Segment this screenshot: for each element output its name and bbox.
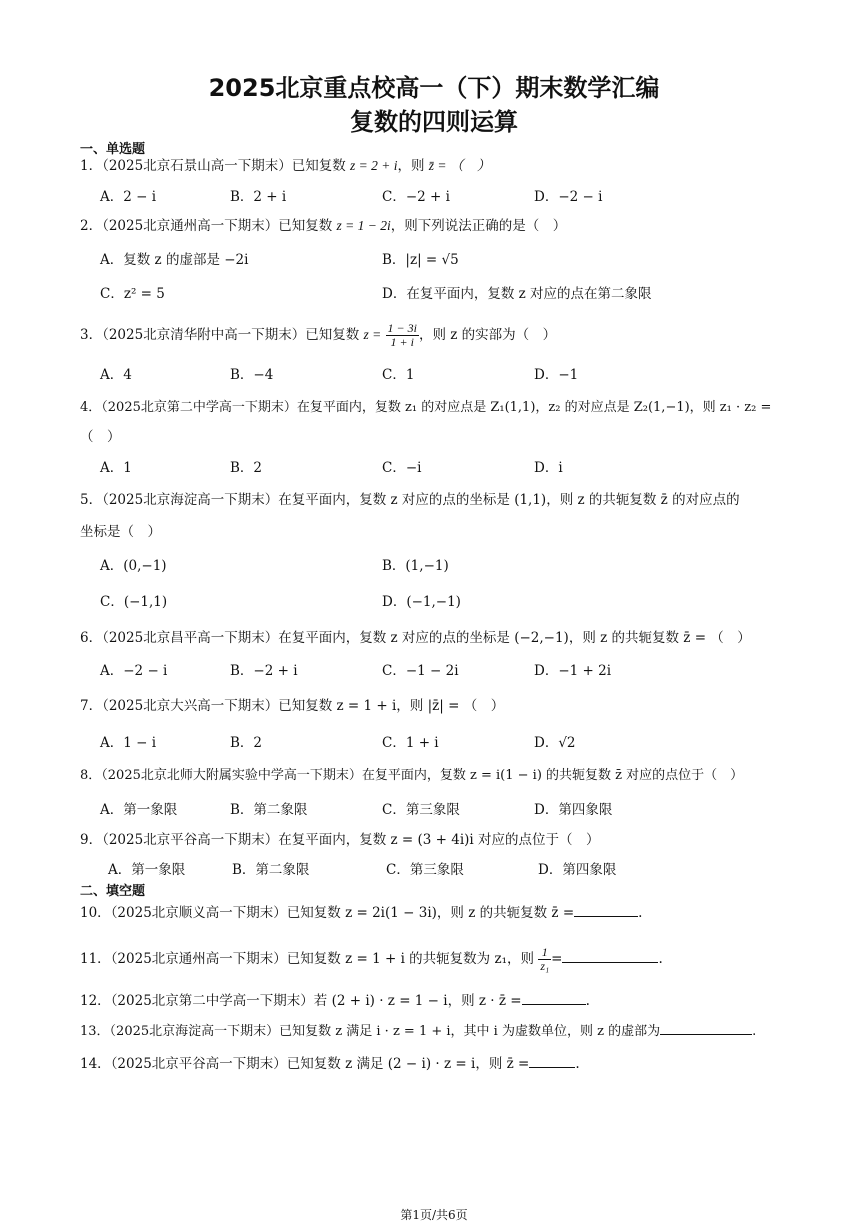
question-ask: z̄ = （ ）: [428, 158, 491, 173]
question-12: [80, 990, 590, 1011]
answer-blank: [574, 902, 638, 917]
period: .: [658, 951, 663, 967]
question-14: [80, 1053, 580, 1074]
q9-option-a: A．第一象限: [108, 862, 186, 878]
answer-blank: [562, 948, 658, 963]
q7-option-a: A．1 − i: [100, 735, 157, 751]
q5-option-b: B．(1,−1): [382, 558, 449, 574]
q7-option-d: D．√2: [534, 735, 576, 751]
q3-option-d: D．−1: [534, 367, 579, 383]
q2-option-b: B．|z| = √5: [382, 252, 459, 268]
question-stem: 在复平面内，复数 z = i(1 − i) 的共轭复数 z̄ 对应的点位于（ ）: [361, 768, 744, 783]
question-stem: 已知复数: [305, 327, 360, 343]
fraction: [538, 946, 551, 973]
q9-option-c: C．第三象限: [386, 862, 464, 878]
q2-option-c: C．z² = 5: [100, 286, 165, 302]
q6-option-d: D．−1 + 2i: [534, 663, 612, 679]
question-stem: 已知复数 z 满足 (2 − i) · z = i，则 z̄ =: [286, 1056, 530, 1072]
fraction-denominator: z₁: [540, 959, 550, 973]
q8-option-a: A．第一象限: [100, 802, 178, 818]
question-number: 4．: [80, 400, 102, 415]
question-7: [80, 696, 504, 716]
question-13: [80, 1020, 756, 1042]
period: .: [752, 1024, 757, 1039]
question-tail: ，则 z 的实部为（ ）: [418, 327, 557, 343]
question-number: 13．: [80, 1024, 110, 1039]
question-4-continuation: （ ）: [80, 429, 121, 445]
question-stem: 在复平面内，复数 z 对应的点的坐标是 (−2,−1)，则 z 的共轭复数 z̄ = （ ）: [278, 630, 751, 646]
question-stem: 在复平面内，复数 z = (3 + 4i)i 对应的点位于（ ）: [278, 832, 600, 848]
answer-blank: [529, 1053, 575, 1068]
equals-sign: =: [551, 951, 563, 967]
question-number: 8．: [80, 768, 102, 783]
question-tail: ，则下列说法正确的是（ ）: [390, 218, 567, 234]
q4-option-a: A．1: [100, 460, 132, 476]
question-source: （2025北京顺义高一下期末）: [110, 905, 287, 921]
question-2: [80, 216, 566, 236]
question-stem: 已知复数: [291, 158, 346, 174]
question-number: 5．: [80, 492, 103, 508]
question-source: （2025北京第二中学高一下期末）: [110, 993, 314, 1009]
q2-option-d: D．在复平面内，复数 z 对应的点在第二象限: [382, 286, 652, 302]
question-number: 9．: [80, 832, 103, 848]
question-11: [80, 946, 663, 973]
question-stem: 已知复数: [278, 218, 333, 234]
q6-option-c: C．−1 − 2i: [382, 663, 459, 679]
q4-option-b: B．2: [230, 460, 263, 476]
question-tail: ，则: [397, 158, 425, 174]
question-source: （2025北京清华附中高一下期末）: [102, 327, 306, 343]
question-source: （2025北京北师大附属实验中学高一下期末）: [101, 768, 362, 783]
question-source: （2025北京通州高一下期末）: [102, 218, 279, 234]
q3-option-a: A．4: [100, 367, 132, 383]
q5-option-a: A．(0,−1): [100, 558, 167, 574]
question-stem: 已知复数 z = 1 + i 的共轭复数为 z₁，则: [286, 951, 535, 967]
question-source: （2025北京平谷高一下期末）: [102, 832, 279, 848]
period: .: [638, 905, 643, 921]
fraction: [386, 322, 419, 349]
question-stem: 在复平面内，复数 z₁ 的对应点是 Z₁(1,1)，z₂ 的对应点是 Z₂(1,−1)，则 z₁ · z₂ =: [296, 400, 772, 415]
document-subtitle: 复数的四则运算: [350, 108, 518, 136]
question-number: 7．: [80, 698, 103, 714]
question-source: （2025北京海淀高一下期末）: [109, 1024, 280, 1039]
q2-option-a: A．复数 z 的虚部是 −2i: [100, 252, 249, 268]
q7-option-b: B．2: [230, 735, 263, 751]
q3-option-c: C．1: [382, 367, 415, 383]
q9-option-b: B．第二象限: [232, 862, 310, 878]
q1-option-a: A．2 − i: [100, 189, 157, 205]
question-stem: 已知复数 z 满足 i · z = 1 + i，其中 i 为虚数单位，则 z 的虚部为: [279, 1024, 661, 1039]
question-stem: 若 (2 + i) · z = 1 − i，则 z · z̄ =: [313, 993, 522, 1009]
question-8: [80, 766, 743, 786]
question-number: 12．: [80, 993, 111, 1009]
question-number: 14．: [80, 1056, 111, 1072]
q1-option-c: C．−2 + i: [382, 189, 450, 205]
period: .: [585, 993, 590, 1009]
question-source: （2025北京通州高一下期末）: [110, 951, 287, 967]
question-1: [80, 156, 490, 176]
question-source: （2025北京昌平高一下期末）: [102, 630, 279, 646]
q8-option-c: C．第三象限: [382, 802, 460, 818]
question-number: 1．: [80, 158, 103, 174]
document-title: 2025北京重点校高一（下）期末数学汇编: [208, 74, 660, 102]
q7-option-c: C．1 + i: [382, 735, 439, 751]
question-4: [80, 398, 771, 418]
question-source: （2025北京第二中学高一下期末）: [101, 400, 297, 415]
q1-option-b: B．2 + i: [230, 189, 287, 205]
question-stem: 已知复数 z = 1 + i，则 |z̄| = （ ）: [278, 698, 505, 714]
question-source: （2025北京海淀高一下期末）: [102, 492, 279, 508]
q5-option-c: C．(−1,1): [100, 594, 168, 610]
q6-option-b: B．−2 + i: [230, 663, 298, 679]
section-heading-single-choice: 一、单选题: [80, 142, 146, 157]
math-expression: z = 1 − 2i: [336, 218, 391, 233]
q8-option-d: D．第四象限: [534, 802, 613, 818]
fraction-denominator: 1 + i: [390, 335, 414, 349]
q9-option-d: D．第四象限: [538, 862, 617, 878]
question-stem: 在复平面内，复数 z 对应的点的坐标是 (1,1)，则 z 的共轭复数 z̄ 的对应点的: [278, 492, 740, 508]
question-number: 11．: [80, 951, 111, 967]
q1-option-d: D．−2 − i: [534, 189, 603, 205]
question-number: 2．: [80, 218, 103, 234]
question-source: （2025北京石景山高一下期末）: [102, 158, 292, 174]
question-number: 6．: [80, 630, 103, 646]
math-expression: z = 2 + i: [350, 158, 398, 173]
math-z: z =: [363, 327, 382, 342]
q5-option-d: D．(−1,−1): [382, 594, 461, 610]
question-stem: 已知复数 z = 2i(1 − 3i)，则 z 的共轭复数 z̄ =: [286, 905, 575, 921]
q8-option-b: B．第二象限: [230, 802, 308, 818]
question-9: [80, 830, 600, 850]
fraction-numerator: 1 − 3i: [387, 321, 417, 335]
question-3: [80, 322, 556, 349]
question-5: [80, 490, 740, 510]
question-10: [80, 902, 642, 923]
answer-blank: [660, 1020, 752, 1035]
question-source: （2025北京大兴高一下期末）: [102, 698, 279, 714]
q6-option-a: A．−2 − i: [100, 663, 168, 679]
answer-blank: [522, 990, 586, 1005]
question-source: （2025北京平谷高一下期末）: [110, 1056, 287, 1072]
page-footer: 第1页/共6页: [400, 1208, 468, 1222]
fraction-numerator: 1: [538, 946, 551, 960]
section-heading-fill-blank: 二、填空题: [80, 884, 146, 899]
q4-option-d: D．i: [534, 460, 563, 476]
q3-option-b: B．−4: [230, 367, 274, 383]
question-number: 3．: [80, 327, 103, 343]
question-6: [80, 628, 751, 648]
question-number: 10．: [80, 905, 111, 921]
period: .: [575, 1056, 580, 1072]
question-5-continuation: 坐标是（ ）: [80, 524, 161, 540]
q4-option-c: C．−i: [382, 460, 422, 476]
